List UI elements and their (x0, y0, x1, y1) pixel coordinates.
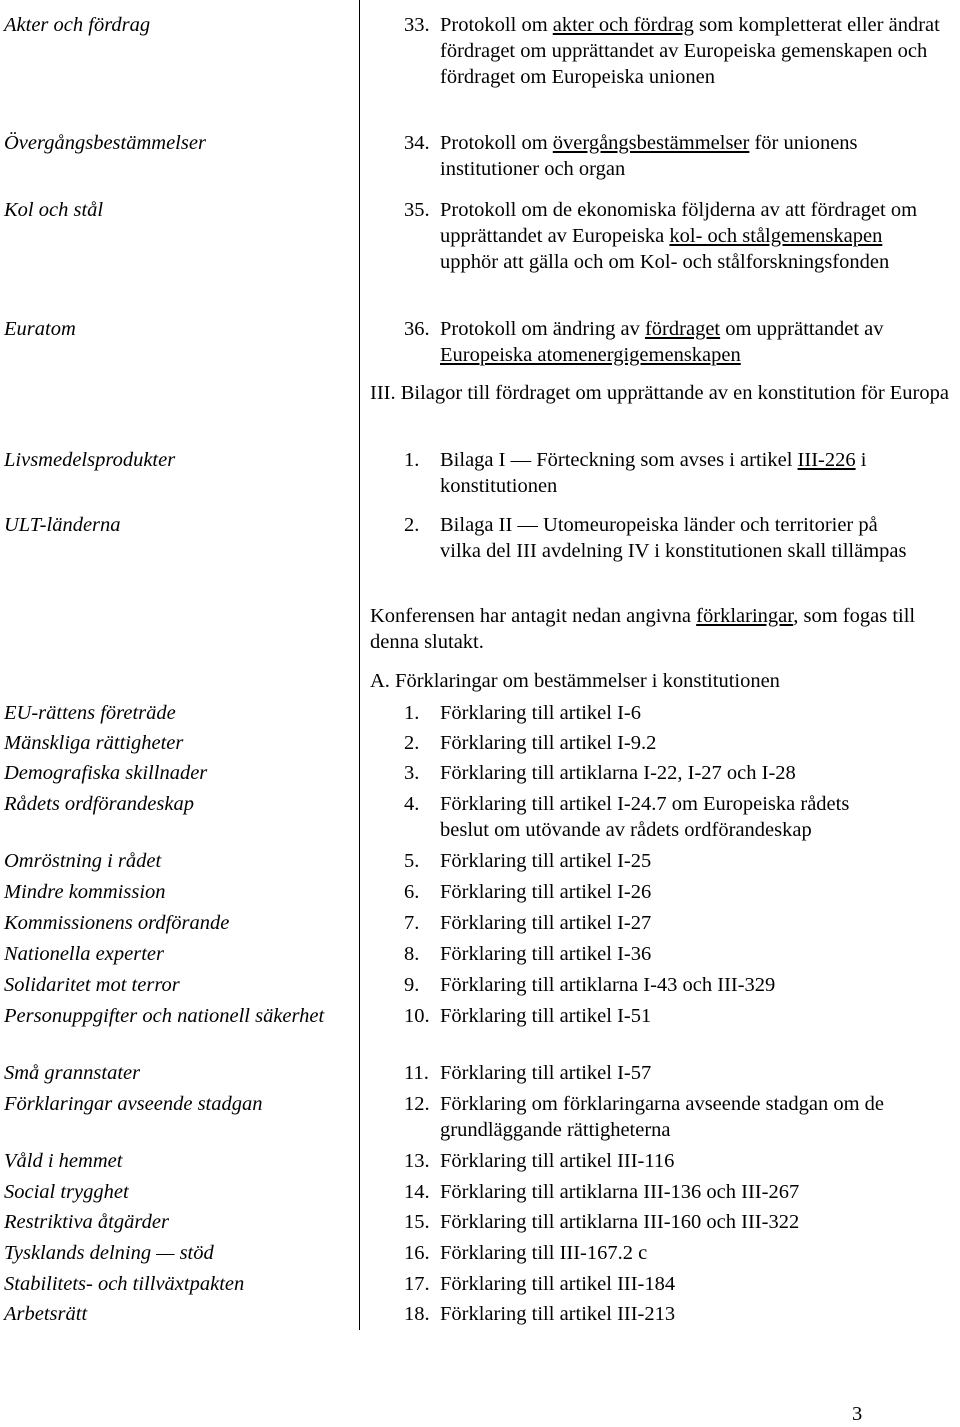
item-text (440, 1060, 920, 1086)
text-run: Förklaring till artikel I-27 (440, 912, 652, 934)
item-text (440, 730, 920, 756)
margin-keyword: Personuppgifter och nationell säkerhet (4, 1005, 325, 1027)
text-run: upphör att gälla och om Kol- och stålforskningsfonden (440, 251, 890, 273)
text-run: Förklaring till artiklarna III-160 och III-322 (440, 1211, 800, 1233)
item-text (440, 848, 920, 874)
text-run: om upprättandet av (720, 318, 884, 340)
text-run: Förklaring till artikel I-24.7 om Europeiska rådets beslut om utövande av rådets ordförandeskap (440, 793, 850, 841)
item-number: 2. (404, 732, 420, 754)
item-text (440, 1091, 920, 1143)
text-run: Protokoll om de ekonomiska följderna av att fördraget om upprättandet av Europeiska (440, 199, 918, 247)
margin-keyword: Små grannstater (4, 1062, 141, 1084)
text-run: som kompletterat eller ändrat fördraget om upprättandet av Europeiska gemenskapen och fördraget om Europeiska unionen (440, 14, 940, 88)
text-run: Bilaga II — Utomeuropeiska länder och territorier på vilka del III avdelning IV i konstitutionen skall tillämpas (440, 514, 907, 562)
item-text (440, 197, 920, 275)
item-number: 2. (404, 514, 420, 536)
item-text (440, 972, 920, 998)
item-text (440, 760, 920, 786)
margin-keyword: Demografiska skillnader (4, 762, 208, 784)
underlined-term: förklaringar (696, 605, 794, 627)
text-run: Bilaga I — Förteckning som avses i artikel (440, 449, 798, 471)
margin-keyword: Livsmedelsprodukter (4, 449, 176, 471)
item-number: 6. (404, 881, 420, 903)
margin-keyword: Förklaringar avseende stadgan (4, 1093, 263, 1115)
underlined-term: fördraget (644, 318, 721, 340)
item-number: 8. (404, 943, 420, 965)
text-run: , som fogas till denna slutakt. (370, 605, 916, 653)
item-number: 35. (404, 199, 430, 221)
item-text (440, 12, 954, 90)
item-text (440, 1301, 920, 1327)
item-number: 15. (404, 1211, 430, 1233)
text-run: Förklaring om förklaringarna avseende stadgan om de grundläggande rättigheterna (440, 1093, 885, 1141)
margin-keyword: EU-rättens företräde (4, 702, 176, 724)
page-number: 3 (852, 1403, 863, 1425)
margin-keyword: Social trygghet (4, 1181, 129, 1203)
text-run: Förklaring till artikel I-26 (440, 881, 652, 903)
text-run: III. Bilagor till fördraget om upprättande av en konstitution för Europa (370, 382, 949, 404)
item-number: 33. (404, 14, 430, 36)
item-text (440, 1209, 920, 1235)
item-number: 3. (404, 762, 420, 784)
item-text (440, 512, 910, 564)
margin-keyword: Rådets ordförandeskap (4, 793, 194, 815)
item-text (440, 130, 920, 182)
item-text (440, 700, 920, 726)
underlined-term: akter och fördrag (552, 14, 694, 36)
margin-keyword: Kommissionens ordförande (4, 912, 230, 934)
text-run: Förklaring till III-167.2 c (440, 1242, 648, 1264)
text-run: Förklaring till artiklarna I-22, I-27 och I-28 (440, 762, 796, 784)
text-run: för unionens institutioner och organ (440, 132, 858, 180)
margin-keyword: Mänskliga rättigheter (4, 732, 184, 754)
text-run: Förklaring till artikel I-9.2 (440, 732, 657, 754)
text-run: Protokoll om (440, 14, 553, 36)
item-number: 18. (404, 1303, 430, 1325)
text-run: Protokoll om ändring av (440, 318, 645, 340)
underlined-term: kol- och stålgemenskapen (669, 225, 883, 247)
item-number: 9. (404, 974, 420, 996)
text-run: Förklaring till artikel III-184 (440, 1273, 676, 1295)
item-number: 13. (404, 1150, 430, 1172)
item-text (440, 1240, 920, 1266)
underlined-term: III-226 (797, 449, 856, 471)
text-run: Konferensen har antagit nedan angivna (370, 605, 697, 627)
text-run: Förklaring till artikel I-6 (440, 702, 641, 724)
item-number: 34. (404, 132, 430, 154)
margin-keyword: Solidaritet mot terror (4, 974, 180, 996)
text-run: Förklaring till artikel III-116 (440, 1150, 675, 1172)
item-number: 16. (404, 1242, 430, 1264)
text-run: Förklaring till artikel I-25 (440, 850, 652, 872)
item-text (440, 316, 920, 368)
margin-keyword: Stabilitets- och tillväxtpakten (4, 1273, 245, 1295)
underlined-term: övergångsbestämmelser (552, 132, 750, 154)
item-text (440, 791, 880, 843)
text-run: Förklaring till artiklarna I-43 och III-329 (440, 974, 776, 996)
item-text (440, 1003, 920, 1029)
item-number: 11. (404, 1062, 429, 1084)
item-number: 10. (404, 1005, 430, 1027)
item-number: 5. (404, 850, 420, 872)
text-run: Förklaring till artikel III-213 (440, 1303, 676, 1325)
margin-keyword: Euratom (4, 318, 76, 340)
margin-keyword: Tysklands delning — stöd (4, 1242, 214, 1264)
margin-keyword: Akter och fördrag (4, 14, 151, 36)
margin-keyword: Nationella experter (4, 943, 164, 965)
item-number: 36. (404, 318, 430, 340)
underlined-term: Europeiska atomenergigemenskapen (440, 344, 741, 366)
margin-keyword: Kol och stål (4, 199, 104, 221)
margin-keyword: Omröstning i rådet (4, 850, 162, 872)
section-text (370, 603, 960, 655)
margin-keyword: Våld i hemmet (4, 1150, 123, 1172)
item-text (440, 1271, 920, 1297)
item-number: 1. (404, 702, 420, 724)
margin-keyword: Arbetsrätt (4, 1303, 88, 1325)
section-text (370, 380, 960, 406)
section-text (370, 668, 960, 694)
item-text (440, 879, 920, 905)
item-number: 4. (404, 793, 420, 815)
item-number: 12. (404, 1093, 430, 1115)
text-run: i konstitutionen (440, 449, 867, 497)
text-run: Protokoll om (440, 132, 553, 154)
item-text (440, 1179, 920, 1205)
column-divider (359, 0, 360, 1330)
item-text (440, 910, 920, 936)
item-number: 14. (404, 1181, 430, 1203)
item-text (440, 1148, 920, 1174)
item-text (440, 941, 920, 967)
item-text (440, 447, 920, 499)
margin-keyword: Restriktiva åtgärder (4, 1211, 169, 1233)
text-run: Förklaring till artiklarna III-136 och III-267 (440, 1181, 800, 1203)
margin-keyword: Mindre kommission (4, 881, 166, 903)
item-number: 7. (404, 912, 420, 934)
text-run: Förklaring till artikel I-57 (440, 1062, 652, 1084)
item-number: 1. (404, 449, 420, 471)
margin-keyword: ULT-länderna (4, 514, 121, 536)
item-number: 17. (404, 1273, 430, 1295)
text-run: Förklaring till artikel I-36 (440, 943, 652, 965)
text-run: A. Förklaringar om bestämmelser i konstitutionen (370, 670, 780, 692)
text-run: Förklaring till artikel I-51 (440, 1005, 652, 1027)
margin-keyword: Övergångsbestämmelser (4, 132, 206, 154)
